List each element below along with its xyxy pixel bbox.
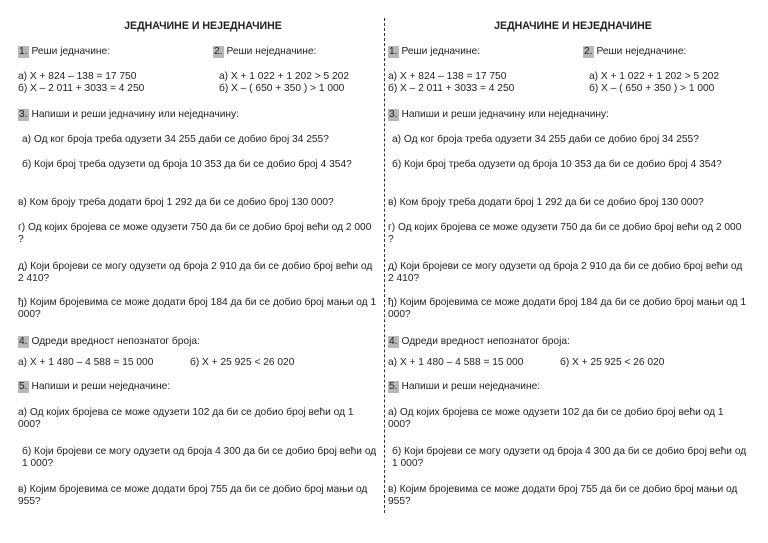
task2-inequality-a: а) X + 1 022 + 1 202 > 5 202 xyxy=(219,71,349,82)
worksheet-left xyxy=(18,0,388,543)
task3-item-b: б) Који број треба одузети од броја 10 353 да би се добио број 4 354? xyxy=(392,159,722,170)
task1-equation-b: б) X – 2 011 + 3033 = 4 250 xyxy=(18,83,145,94)
task5-heading xyxy=(388,381,540,393)
task3-item-v: в) Ком броју треба додати број 1 292 да би се добио број 130 000? xyxy=(18,197,334,208)
task3-heading xyxy=(388,109,609,121)
task-heading-text: Реши неједначине: xyxy=(226,46,317,57)
task3-item-v: в) Ком броју треба додати број 1 292 да би се добио број 130 000? xyxy=(388,197,704,208)
task2-heading xyxy=(583,46,686,58)
task5-item-a: а) Од којих бројева се може одузети 102 да би се добио број већи од 1 000? xyxy=(18,407,354,430)
task3-item-d: д) Који бројеви се могу одузети од броја 2 910 да би се добио број већи од 2 410? xyxy=(18,261,373,284)
worksheet-title: ЈЕДНАЧИНЕ И НЕЈЕДНАЧИНЕ xyxy=(124,20,282,32)
worksheet-title: ЈЕДНАЧИНЕ И НЕЈЕДНАЧИНЕ xyxy=(494,20,652,32)
task4-equation-a: а) X + 1 480 – 4 588 = 15 000 xyxy=(18,357,154,368)
task-heading-text: Реши једначине: xyxy=(31,46,111,57)
task5-item-a: а) Од којих бројева се може одузети 102 да би се добио број већи од 1 000? xyxy=(388,407,724,430)
task-heading-text: Напиши и реши једначину или неједначину: xyxy=(31,109,239,120)
task4-inequality-b: б) X + 25 925 < 26 020 xyxy=(560,357,665,368)
task1-heading xyxy=(18,46,110,58)
task3-heading xyxy=(18,109,239,121)
task-heading-text: Одреди вредност непознатог броја: xyxy=(31,336,200,347)
task5-item-b: б) Који бројеви се могу одузети од броја 4 300 да би се добио број већи од 1 000? xyxy=(22,446,377,469)
task5-item-v: в) Којим бројевима се може додати број 755 да би се добио број мањи од 955? xyxy=(388,484,738,507)
task-number: 5. xyxy=(389,381,398,392)
task-heading-text: Напиши и реши једначину или неједначину: xyxy=(401,109,609,120)
task-number: 3. xyxy=(389,109,398,120)
task3-item-d: д) Који бројеви се могу одузети од броја 2 910 да би се добио број већи од 2 410? xyxy=(388,261,743,284)
task3-item-a: а) Од ког броја треба одузети 34 255 даби се добио број 34 255? xyxy=(22,134,329,145)
task4-heading xyxy=(388,336,570,348)
task1-equation-a: а) X + 824 – 138 = 17 750 xyxy=(388,71,507,82)
task3-item-dj: ђ) Којим бројевима се може додати број 184 да би се добио број мањи од 1 000? xyxy=(388,297,747,320)
task-number: 1. xyxy=(389,46,398,57)
task-heading-text: Реши неједначине: xyxy=(596,46,687,57)
task-number: 5. xyxy=(19,381,28,392)
task1-equation-a: а) X + 824 – 138 = 17 750 xyxy=(18,71,137,82)
task5-heading xyxy=(18,381,170,393)
task1-equation-b: б) X – 2 011 + 3033 = 4 250 xyxy=(388,83,515,94)
task3-item-g: г) Од којих бројева се може одузети 750 да би се добио број већи од 2 000 ? xyxy=(388,222,742,245)
task2-heading xyxy=(213,46,316,58)
task-number: 3. xyxy=(19,109,28,120)
task2-inequality-b: б) X – ( 650 + 350 ) > 1 000 xyxy=(589,83,715,94)
task-heading-text: Одреди вредност непознатог броја: xyxy=(401,336,570,347)
task4-equation-a: а) X + 1 480 – 4 588 = 15 000 xyxy=(388,357,524,368)
task3-item-dj: ђ) Којим бројевима се може додати број 184 да би се добио број мањи од 1 000? xyxy=(18,297,377,320)
task-heading-text: Напиши и реши неједначине: xyxy=(31,381,171,392)
task2-inequality-a: а) X + 1 022 + 1 202 > 5 202 xyxy=(589,71,719,82)
task-number: 2. xyxy=(214,46,223,57)
task2-inequality-b: б) X – ( 650 + 350 ) > 1 000 xyxy=(219,83,345,94)
task5-item-v: в) Којим бројевима се може додати број 755 да би се добио број мањи од 955? xyxy=(18,484,368,507)
task3-item-a: а) Од ког броја треба одузети 34 255 даби се добио број 34 255? xyxy=(392,134,699,145)
task-number: 1. xyxy=(19,46,28,57)
task5-item-b: б) Који бројеви се могу одузети од броја 4 300 да би се добио број већи од 1 000? xyxy=(392,446,747,469)
task4-inequality-b: б) X + 25 925 < 26 020 xyxy=(190,357,295,368)
task3-item-g: г) Од којих бројева се може одузети 750 да би се добио број већи од 2 000 ? xyxy=(18,222,372,245)
worksheet-right xyxy=(388,0,758,543)
task-heading-text: Реши једначине: xyxy=(401,46,481,57)
task1-heading xyxy=(388,46,480,58)
task3-item-b: б) Који број треба одузети од броја 10 353 да би се добио број 4 354? xyxy=(22,159,352,170)
task-number: 4. xyxy=(389,336,398,347)
task-number: 2. xyxy=(584,46,593,57)
task-number: 4. xyxy=(19,336,28,347)
task4-heading xyxy=(18,336,200,348)
task-heading-text: Напиши и реши неједначине: xyxy=(401,381,541,392)
